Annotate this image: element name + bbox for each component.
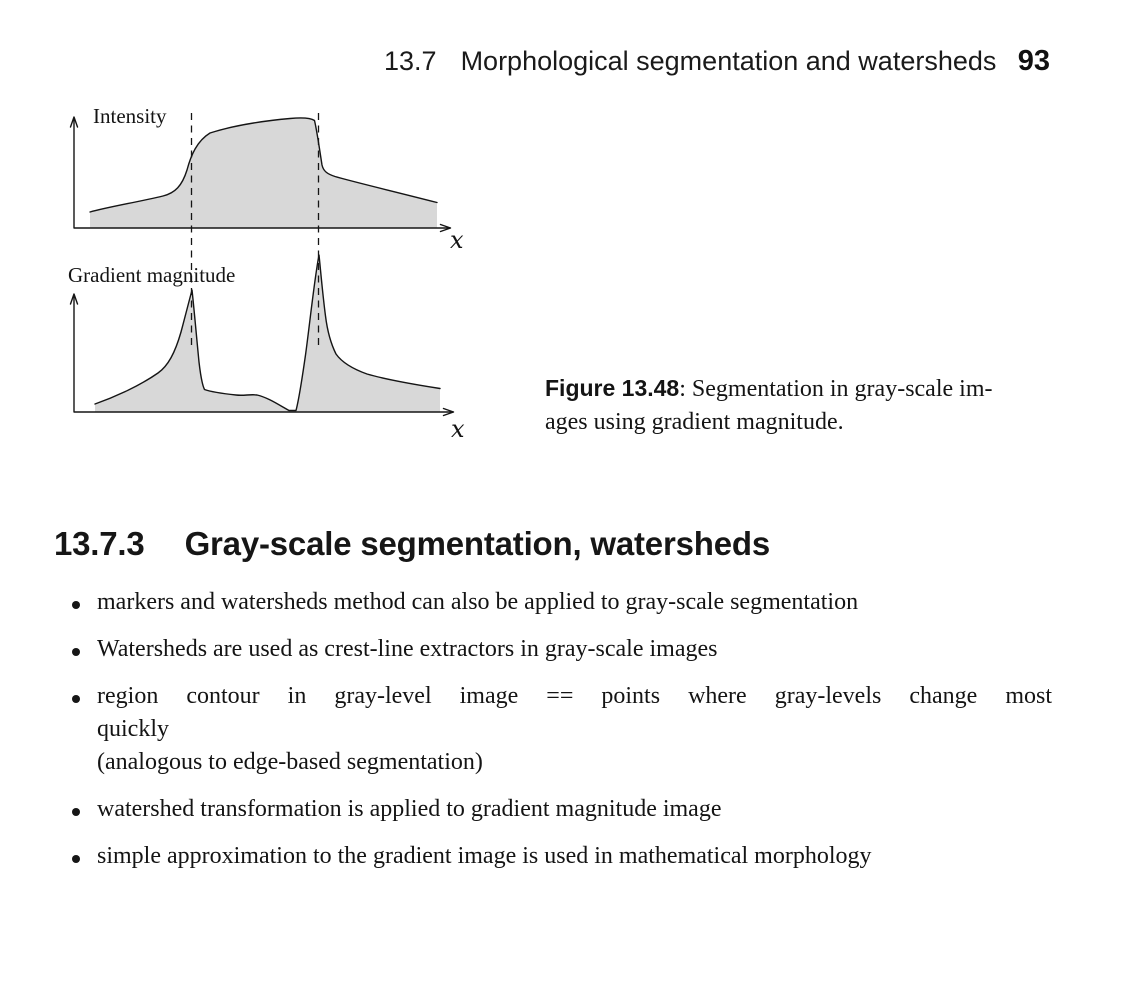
bullet-list bbox=[70, 586, 1052, 887]
intensity-axis-label: Intensity bbox=[93, 104, 167, 128]
figure-caption-text-2: ages using gradient magnitude. bbox=[545, 409, 844, 435]
bullet-text: watershed transformation is applied to gradient magnitude image bbox=[97, 796, 722, 822]
page-number: 93 bbox=[1017, 45, 1050, 77]
figure-13-48-diagram bbox=[50, 95, 480, 455]
bullet-item-4 bbox=[70, 793, 1052, 826]
figure-caption-line-2 bbox=[545, 406, 1093, 439]
section-heading-title: Gray-scale segmentation, watersheds bbox=[184, 525, 770, 562]
gradient-x-axis-label: x bbox=[451, 415, 465, 443]
bullet-text: (analogous to edge-based segmentation) bbox=[97, 749, 483, 775]
figure-caption-text-1: Segmentation in gray-scale im- bbox=[691, 376, 993, 402]
bullet-icon bbox=[70, 840, 97, 873]
bullet-item-2 bbox=[70, 633, 1052, 666]
figure-caption-separator: : bbox=[679, 376, 692, 402]
section-heading bbox=[54, 525, 770, 563]
bullet-icon bbox=[70, 633, 97, 666]
intensity-curve-fill bbox=[90, 118, 437, 228]
bullet-icon bbox=[70, 586, 97, 619]
bullet-text: region contour in gray-level image == points where gray-levels change most bbox=[97, 683, 1052, 709]
bullet-text: quickly bbox=[97, 716, 169, 742]
bullet-item-3 bbox=[70, 680, 1052, 779]
section-heading-number: 13.7.3 bbox=[54, 525, 145, 562]
figure-caption bbox=[545, 372, 1093, 439]
running-header bbox=[384, 45, 1050, 78]
header-section-number: 13.7 bbox=[384, 46, 437, 76]
bullet-item-1 bbox=[70, 586, 1052, 619]
bullet-text: simple approximation to the gradient image is used in mathematical morphology bbox=[97, 843, 872, 869]
intensity-x-axis-label: x bbox=[450, 226, 464, 254]
bullet-text: Watersheds are used as crest-line extractors in gray-scale images bbox=[97, 636, 718, 662]
bullet-icon bbox=[70, 680, 97, 779]
bullet-icon bbox=[70, 793, 97, 826]
header-title: Morphological segmentation and watersheds bbox=[460, 46, 997, 76]
figure-caption-line-1 bbox=[545, 372, 1093, 406]
bullet-text: markers and watersheds method can also be applied to gray-scale segmentation bbox=[97, 589, 859, 615]
gradient-axis-label: Gradient magnitude bbox=[68, 263, 236, 287]
figure-caption-label: Figure 13.48 bbox=[545, 375, 680, 401]
bullet-item-5 bbox=[70, 840, 1052, 873]
